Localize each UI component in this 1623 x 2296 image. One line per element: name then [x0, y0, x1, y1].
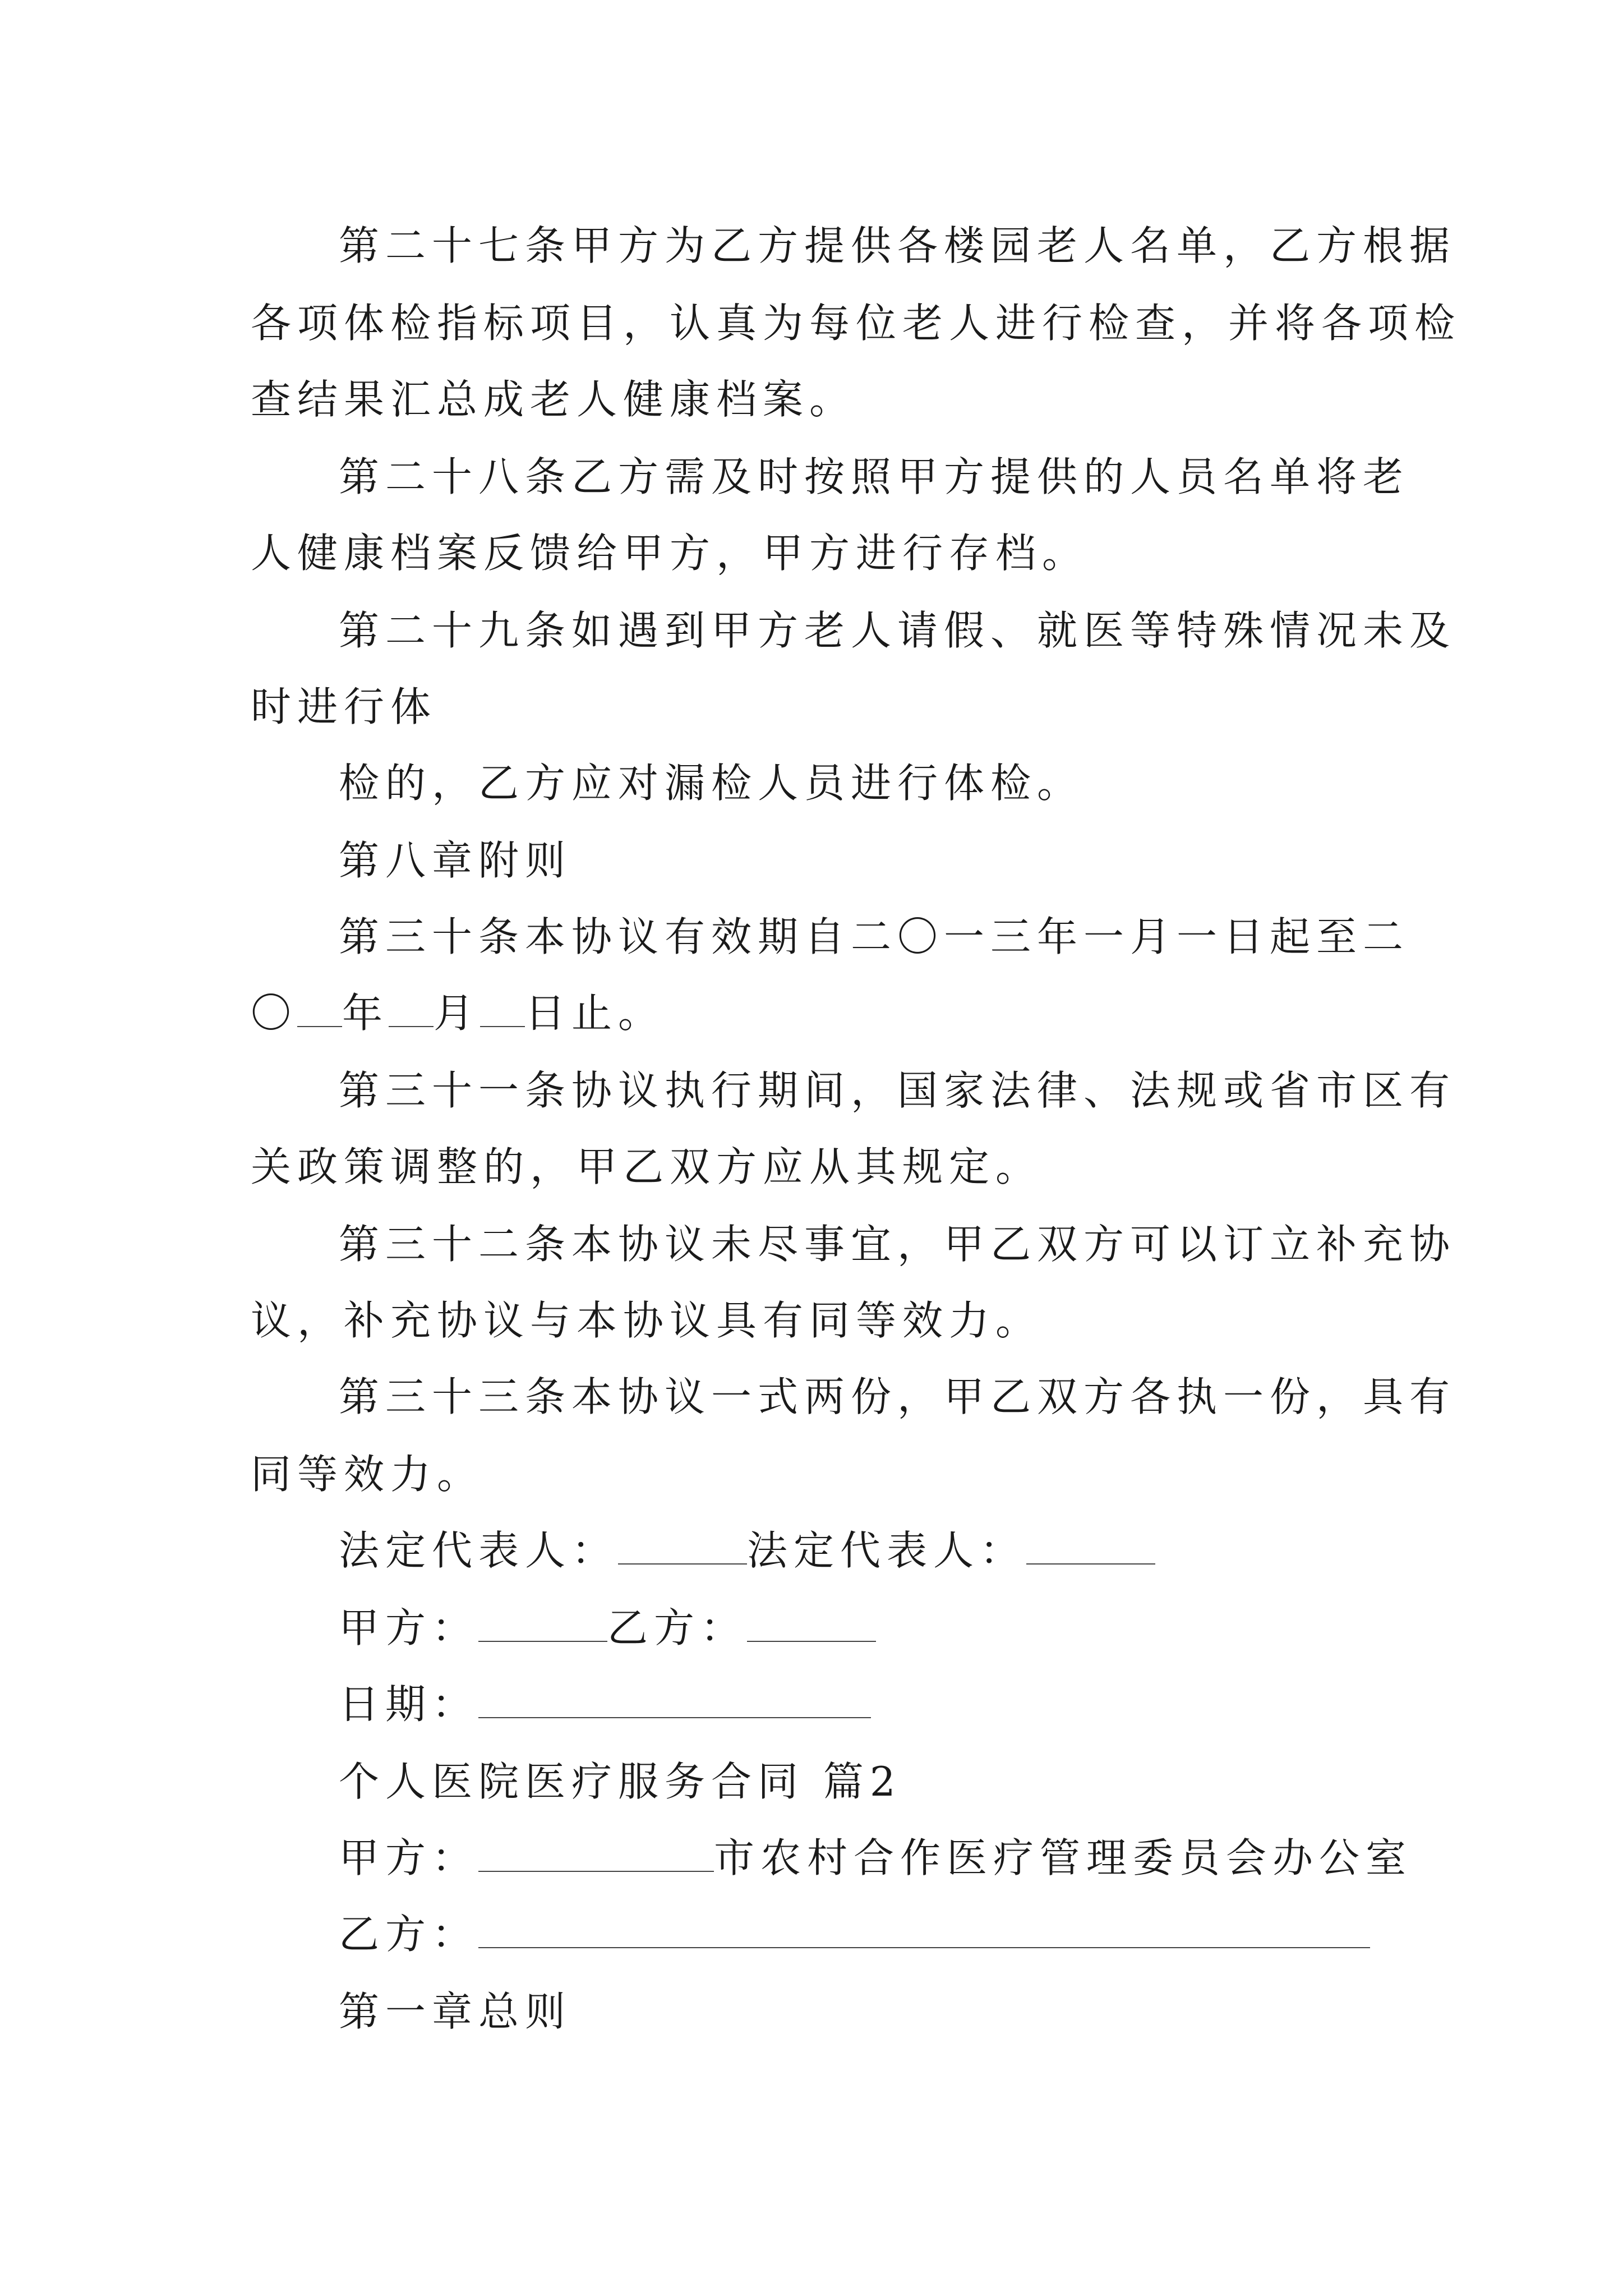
contract-2-party-a-blank: [478, 1837, 714, 1872]
article-32-line-1: 第三十二条本协议未尽事宜，甲乙双方可以订立补充协: [339, 1221, 1456, 1268]
article-30-month: 月: [434, 990, 481, 1037]
article-30-line-1: 第三十条本协议有效期自二〇一三年一月一日起至二: [339, 913, 1410, 960]
party-a-label: 甲方：: [339, 1604, 479, 1651]
article-29-line-3: 检的，乙方应对漏检人员进行体检。: [339, 760, 1084, 807]
article-30-zero: 〇: [251, 990, 298, 1037]
article-27-line-2: 各项体检指标项目，认真为每位老人进行检查，并将各项检: [251, 300, 1461, 347]
article-27-line-1: 第二十七条甲方为乙方提供各楼园老人名单，乙方根据: [339, 222, 1456, 269]
article-32-line-2: 议，补充协议与本协议具有同等效力。: [251, 1297, 1043, 1344]
day-blank: [480, 992, 525, 1027]
article-29-line-1: 第二十九条如遇到甲方老人请假、就医等特殊情况未及: [339, 607, 1456, 654]
contract-2-party-b-blank: [478, 1913, 1370, 1948]
party-b-label: 乙方：: [607, 1604, 748, 1651]
contract-2-party-a-label: 甲方：: [339, 1834, 479, 1881]
date-label: 日期：: [339, 1681, 479, 1728]
year-blank: [297, 992, 342, 1027]
month-blank: [389, 992, 434, 1027]
contract-2-party-a-name: 市农村合作医疗管理委员会办公室: [714, 1834, 1413, 1881]
date-line: [339, 1676, 871, 1732]
contract-2-chapter-1: 第一章总则: [339, 1988, 572, 2035]
party-b-blank: [747, 1607, 876, 1642]
article-27-line-3: 查结果汇总成老人健康档案。: [251, 376, 856, 423]
article-29-line-2: 时进行体: [251, 683, 437, 730]
legal-rep-b-blank: [1026, 1530, 1155, 1565]
article-30-day: 日止。: [525, 990, 665, 1037]
date-blank: [478, 1683, 871, 1718]
chapter-8-heading: 第八章附则: [339, 837, 572, 884]
contract-2-title: 个人医院医疗服务合同 篇2: [339, 1758, 902, 1805]
contract-2-party-a-line: [339, 1830, 1412, 1886]
article-28-line-2: 人健康档案反馈给甲方，甲方进行存档。: [251, 530, 1089, 577]
legal-rep-a-label: 法定代表人：: [339, 1527, 619, 1574]
party-a-blank: [478, 1607, 607, 1642]
contract-2-party-b-label: 乙方：: [339, 1911, 479, 1958]
contract-2-party-b-line: [339, 1906, 1370, 1962]
article-31-line-2: 关政策调整的，甲乙双方应从其规定。: [251, 1143, 1043, 1190]
article-28-line-1: 第二十八条乙方需及时按照甲方提供的人员名单将老: [339, 453, 1410, 500]
legal-representatives-line: [339, 1522, 1155, 1579]
article-33-line-1: 第三十三条本协议一式两份，甲乙双方各执一份，具有: [339, 1373, 1456, 1420]
parties-line: [339, 1600, 876, 1656]
article-33-line-2: 同等效力。: [251, 1451, 484, 1498]
article-30-line-2: [251, 985, 665, 1041]
legal-rep-b-label: 法定代表人：: [747, 1527, 1027, 1574]
article-31-line-1: 第三十一条协议执行期间，国家法律、法规或省市区有: [339, 1067, 1456, 1114]
legal-rep-a-blank: [618, 1530, 747, 1565]
article-30-year: 年: [342, 990, 389, 1037]
